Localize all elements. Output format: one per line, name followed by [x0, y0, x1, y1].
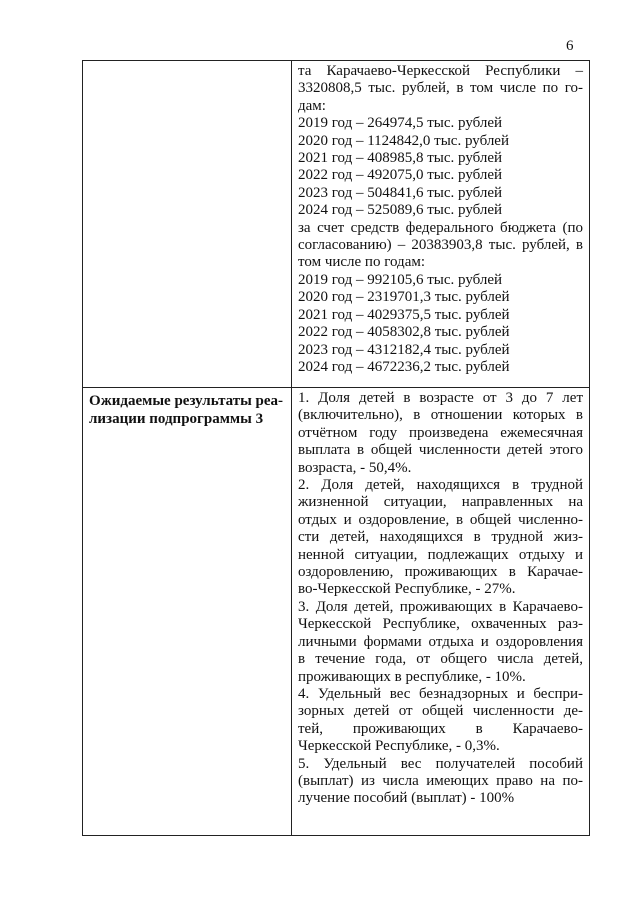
result-line: (выплат) из числа имеющих право на по- — [298, 772, 583, 789]
result-line: отчётном году произведена ежемесячная — [298, 424, 583, 441]
result-line: личными формами отдыха и оздоровления — [298, 633, 583, 650]
result-line: ненной ситуации, подлежащих отдыху и — [298, 546, 583, 563]
result-line: лучение пособий (выплат) - 100% — [298, 790, 515, 807]
funding-year-line: 2022 год – 492075,0 тыс. рублей — [298, 167, 503, 184]
funding-year-line: 2023 год – 4312182,4 тыс. рублей — [298, 341, 510, 358]
funding-line: та Карачаево-Черкесской Республики – — [298, 63, 583, 79]
result-line: жизненной ситуации, направленных на — [298, 494, 583, 511]
funding-year-line: 2019 год – 992105,6 тыс. рублей — [298, 271, 503, 288]
funding-value-cell — [292, 61, 590, 388]
funding-year-line: 2020 год – 1124842,0 тыс. рублей — [298, 132, 509, 149]
result-line: тей, проживающих в Карачаево- — [298, 720, 583, 737]
result-line: (включительно), в отношении которых в — [298, 407, 583, 424]
funding-year-line: 2024 год – 4672236,2 тыс. рублей — [298, 358, 510, 375]
result-line: зорных детей от общей численности де- — [298, 703, 583, 720]
funding-line: дам: — [298, 97, 326, 114]
result-line: 5. Удельный вес получателей пособий — [298, 755, 583, 772]
result-line: 2. Доля детей, находящихся в трудной — [298, 477, 583, 494]
funding-year-line: 2024 год – 525089,6 тыс. рублей — [298, 202, 503, 219]
result-line: Черкесской Республике, охваченных раз- — [298, 616, 583, 633]
page-number: 6 — [566, 38, 574, 54]
result-line: оздоровлению, проживающих в Карачае- — [298, 564, 583, 581]
result-line: 1. Доля детей в возрасте от 3 до 7 лет — [298, 390, 583, 406]
subprogram-passport-table — [82, 60, 590, 836]
table-row-funding — [83, 61, 590, 388]
result-line: возраста, - 50,4%. — [298, 459, 412, 476]
expected-results-label-line: Ожидаемые результаты реа- — [89, 393, 284, 409]
funding-year-line: 2022 год – 4058302,8 тыс. рублей — [298, 324, 510, 341]
expected-results-label-cell — [83, 388, 292, 836]
funding-line: том числе по годам: — [298, 254, 426, 271]
result-line: проживающих в республике, - 10%. — [298, 668, 526, 685]
result-line: 4. Удельный вес безнадзорных и беспри- — [298, 685, 583, 702]
funding-line: 3320808,5 тыс. рублей, в том числе по го- — [298, 80, 583, 97]
result-line: во-Черкесской Республике, - 27%. — [298, 581, 516, 598]
funding-line: за счет средств федерального бюджета (по — [298, 219, 583, 236]
result-line: отдых и оздоровление, в общей численно- — [298, 511, 583, 528]
funding-year-line: 2020 год – 2319701,3 тыс. рублей — [298, 289, 510, 306]
result-line: в течение года, от общего числа детей, — [298, 651, 583, 668]
result-line: Черкесской Республике, - 0,3%. — [298, 738, 500, 755]
funding-year-line: 2021 год – 4029375,5 тыс. рублей — [298, 306, 510, 323]
result-line: выплата в общей численности детей этого — [298, 442, 583, 459]
expected-results-value-cell — [292, 388, 590, 836]
result-line: 3. Доля детей, проживающих в Карачаево- — [298, 598, 583, 615]
result-line: сти детей, находящихся в трудной жиз- — [298, 529, 583, 546]
funding-line: согласованию) – 20383903,8 тыс. рублей, в — [298, 237, 583, 254]
expected-results-label-line: лизации подпрограммы 3 — [89, 410, 264, 427]
funding-label-cell — [83, 61, 292, 388]
table-row-expected-results — [83, 388, 590, 836]
funding-year-line: 2019 год – 264974,5 тыс. рублей — [298, 115, 503, 132]
funding-year-line: 2023 год – 504841,6 тыс. рублей — [298, 184, 503, 201]
funding-year-line: 2021 год – 408985,8 тыс. рублей — [298, 150, 503, 167]
